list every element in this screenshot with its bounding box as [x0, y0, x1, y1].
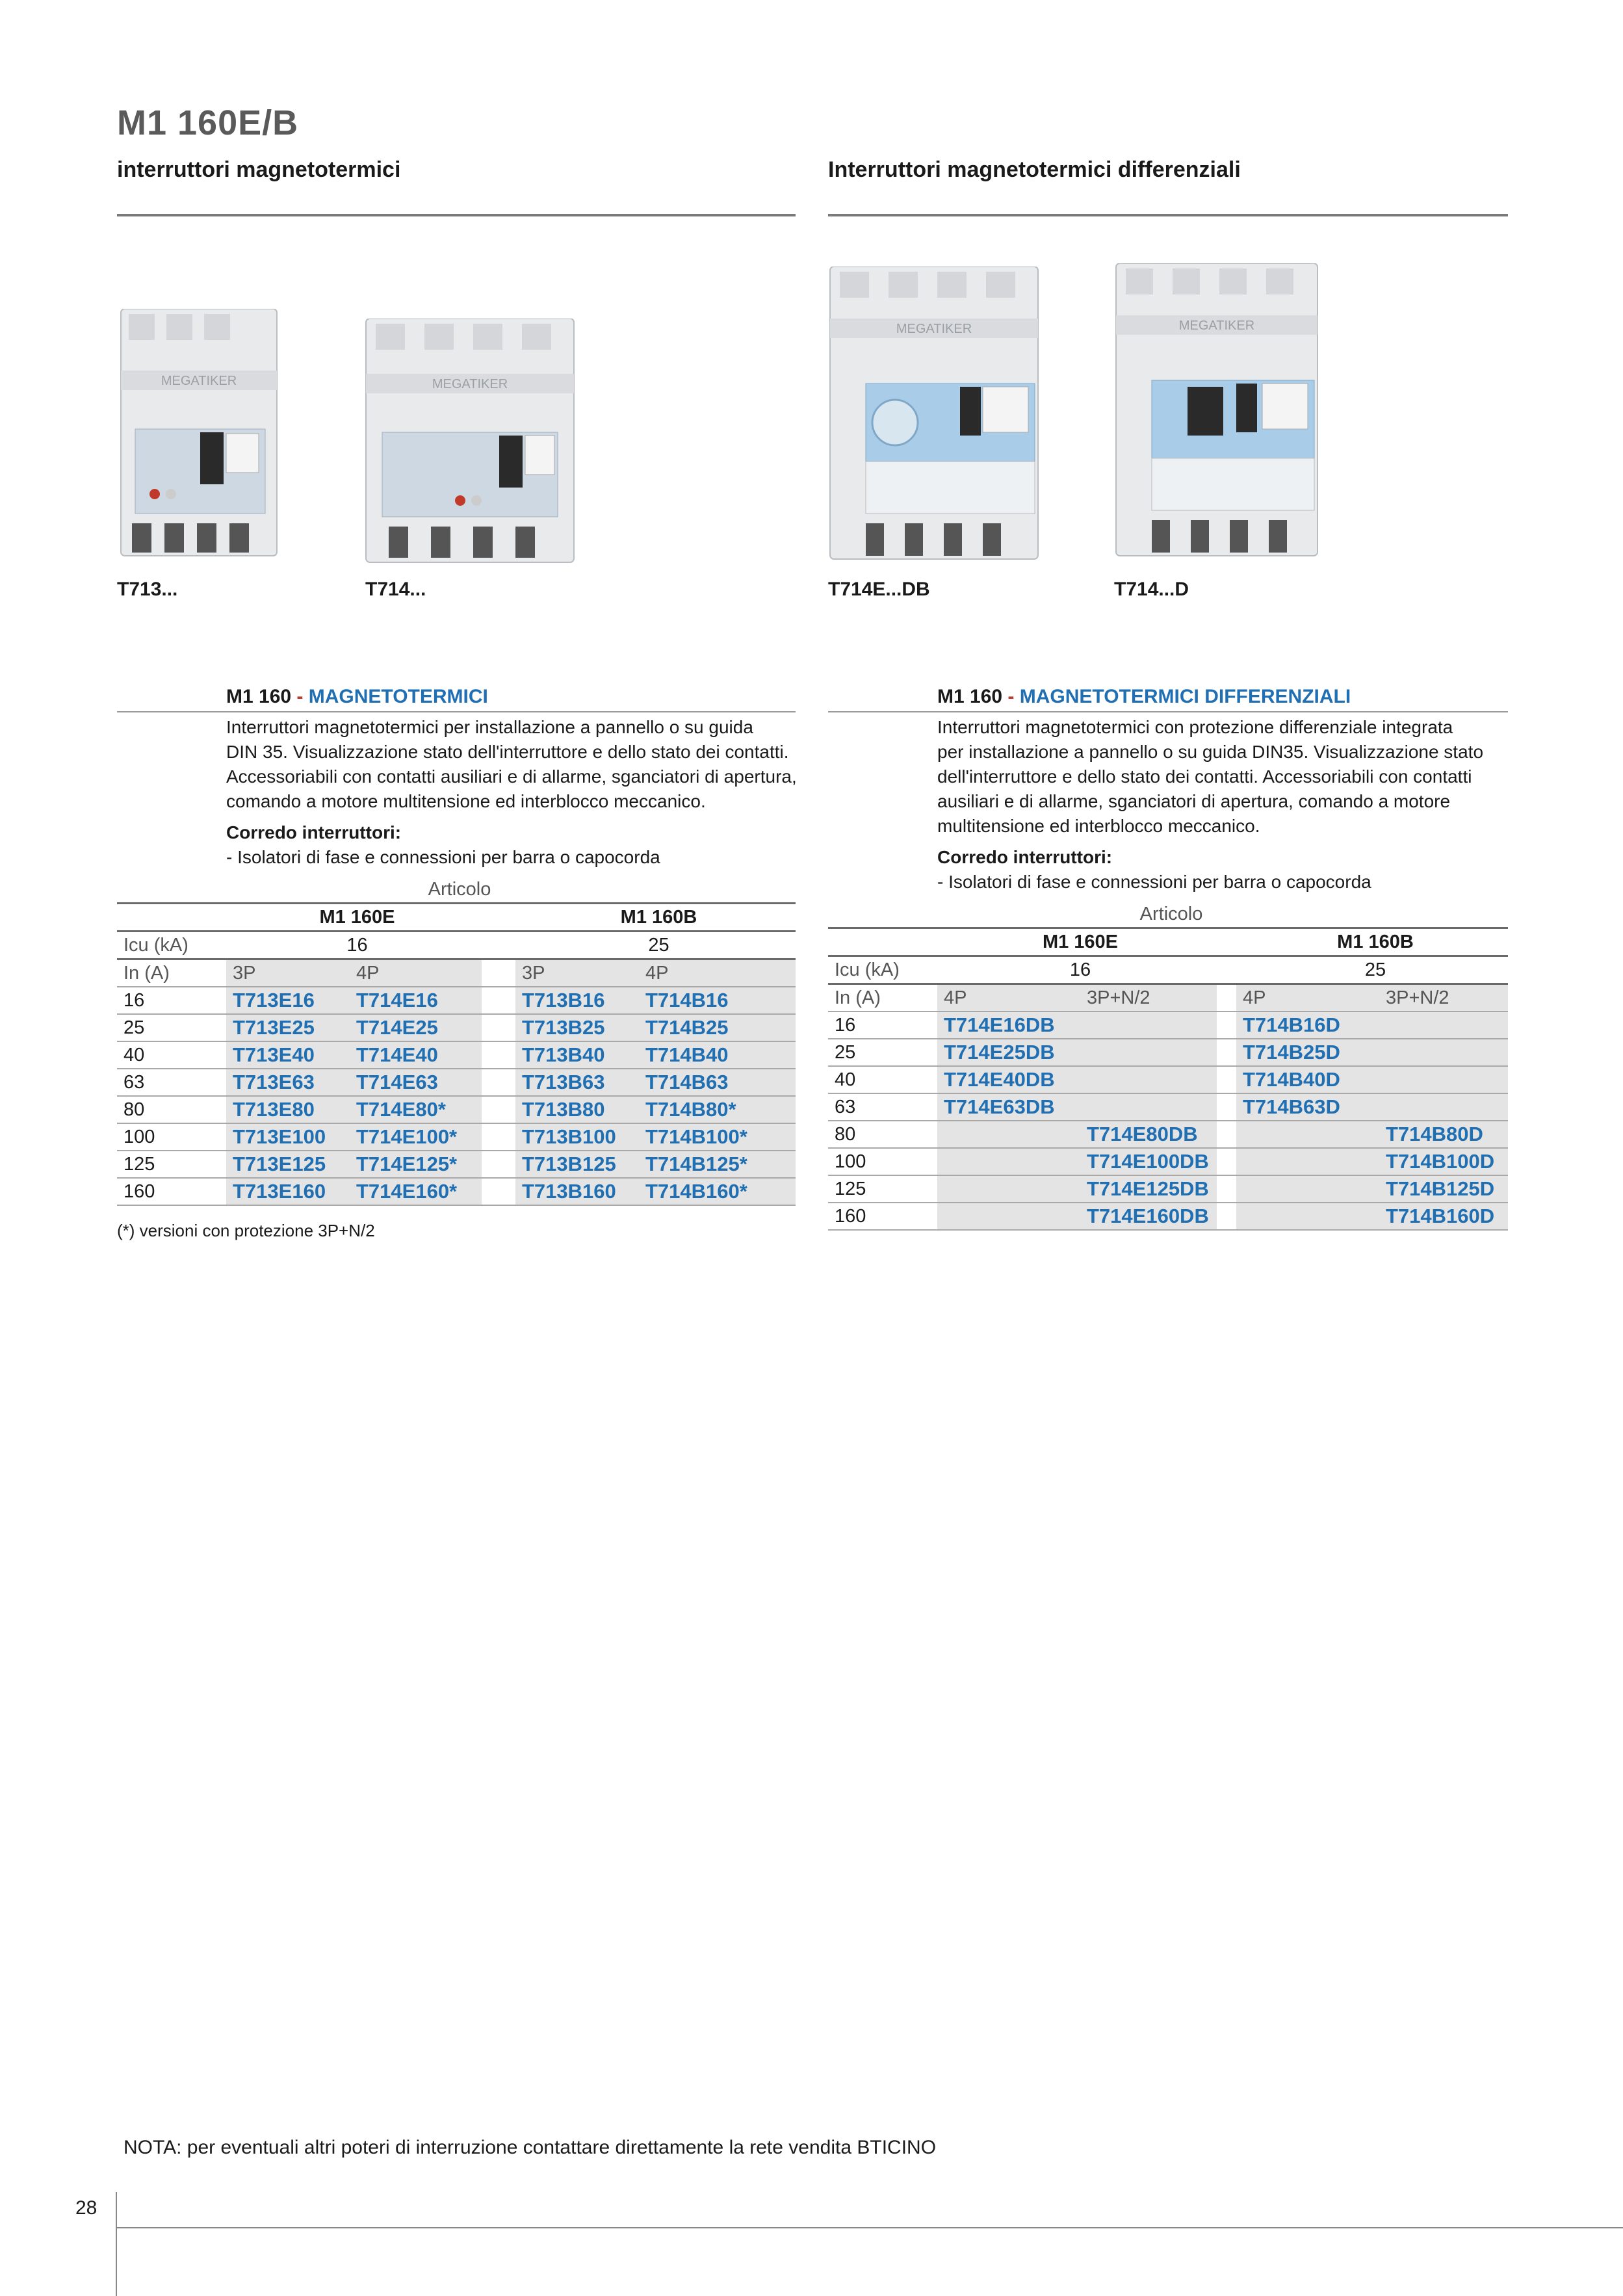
article-code: T714B80D: [1379, 1121, 1508, 1148]
in-value: 80: [828, 1121, 937, 1148]
table-row: [828, 1066, 1508, 1093]
table-row: [117, 1096, 796, 1123]
right-heading-rule: [828, 214, 1508, 216]
table-row: [828, 1175, 1508, 1203]
footer-horizontal-rule: [116, 2227, 1623, 2228]
right-desc-line: multitensione ed interblocco meccanico.: [937, 816, 1260, 836]
right-article-table: [828, 901, 1508, 1231]
caption-t713: T713...: [117, 579, 178, 600]
icu-label: Icu (kA): [828, 956, 937, 984]
article-code: [1379, 1066, 1508, 1093]
in-label: In (A): [117, 959, 226, 987]
in-value: 125: [117, 1151, 226, 1178]
breaker-t713-image: [116, 309, 281, 559]
left-desc-line: comando a motore multitensione ed interblocco meccanico.: [226, 791, 706, 811]
article-code: T714B63: [639, 1069, 796, 1096]
article-code: [1236, 1121, 1379, 1148]
in-value: 63: [828, 1093, 937, 1121]
article-code: T714E16: [350, 987, 482, 1014]
article-code: T714E40: [350, 1041, 482, 1069]
article-code: T713E100: [226, 1123, 350, 1151]
article-code: T714B125*: [639, 1151, 796, 1178]
article-code: T714E125DB: [1080, 1175, 1217, 1203]
breaker-t714e-db-image: [827, 267, 1041, 562]
footer-vertical-rule: [116, 2192, 117, 2296]
group-header: M1 160B: [515, 904, 796, 932]
icu-value: 16: [226, 932, 482, 959]
pole-header: 4P: [350, 959, 482, 987]
article-code: T714B63D: [1236, 1093, 1379, 1121]
svg-text:MEGATIKER: MEGATIKER: [1178, 319, 1255, 333]
article-code: [1080, 1039, 1217, 1066]
article-code: T714E100*: [350, 1123, 482, 1151]
table-row: [117, 1178, 796, 1205]
group-header: M1 160B: [1236, 928, 1508, 956]
article-code: T714E80*: [350, 1096, 482, 1123]
article-code: [1080, 1093, 1217, 1121]
right-desc-line: ausiliari e di allarme, sganciatori di apertura, comando a motore: [937, 791, 1451, 811]
article-code: T714B25: [639, 1014, 796, 1041]
table-row: [828, 1203, 1508, 1230]
article-code: [1236, 1148, 1379, 1175]
table-row: [828, 1093, 1508, 1121]
icu-value: 25: [1236, 956, 1508, 984]
table-row: [117, 987, 796, 1014]
article-code: T714E63DB: [937, 1093, 1080, 1121]
table-row: [117, 1014, 796, 1041]
article-code: T714B25D: [1236, 1039, 1379, 1066]
right-title-dash: -: [1007, 686, 1015, 707]
article-code: [1080, 1011, 1217, 1039]
left-heading-rule: [117, 214, 796, 216]
article-code: T713B25: [515, 1014, 639, 1041]
pole-header: 3P: [226, 959, 350, 987]
svg-text:MEGATIKER: MEGATIKER: [896, 322, 972, 336]
left-title-dash: -: [296, 686, 304, 707]
left-desc-line: Accessoriabili con contatti ausiliari e di allarme, sganciatori di apertura,: [226, 766, 797, 787]
article-code: T714B40: [639, 1041, 796, 1069]
article-code: T714B160D: [1379, 1203, 1508, 1230]
caption-t714: T714...: [365, 579, 426, 600]
article-code: T713B16: [515, 987, 639, 1014]
caption-t714-d: T714...D: [1114, 579, 1189, 600]
in-value: 80: [117, 1096, 226, 1123]
article-code: T714B160*: [639, 1178, 796, 1205]
in-value: 25: [828, 1039, 937, 1066]
article-code: T713B40: [515, 1041, 639, 1069]
pole-header: 3P: [515, 959, 639, 987]
in-value: 125: [828, 1175, 937, 1203]
in-value: 40: [828, 1066, 937, 1093]
article-code: T714E25: [350, 1014, 482, 1041]
table-row: [117, 1151, 796, 1178]
articolo-header: Articolo: [117, 876, 796, 904]
left-section-heading: interruttori magnetotermici: [117, 157, 401, 182]
article-code: [937, 1175, 1080, 1203]
svg-text:MEGATIKER: MEGATIKER: [432, 377, 508, 391]
icu-label: Icu (kA): [117, 932, 226, 959]
icu-value: 25: [515, 932, 796, 959]
table-row: [117, 1041, 796, 1069]
article-code: T714E160DB: [1080, 1203, 1217, 1230]
article-code: T713E160: [226, 1178, 350, 1205]
article-code: T714E125*: [350, 1151, 482, 1178]
article-code: T714B100D: [1379, 1148, 1508, 1175]
left-description: [226, 715, 797, 870]
article-code: T713E63: [226, 1069, 350, 1096]
in-value: 16: [828, 1011, 937, 1039]
article-code: [1379, 1039, 1508, 1066]
article-code: T713B125: [515, 1151, 639, 1178]
article-code: T714B80*: [639, 1096, 796, 1123]
article-code: T713E40: [226, 1041, 350, 1069]
article-code: [937, 1121, 1080, 1148]
article-code: T713B63: [515, 1069, 639, 1096]
article-code: [1379, 1093, 1508, 1121]
caption-t714e-db: T714E...DB: [828, 579, 930, 600]
right-series: M1 160: [937, 686, 1003, 707]
group-header: M1 160E: [937, 928, 1217, 956]
article-code: T713E125: [226, 1151, 350, 1178]
article-code: T714E63: [350, 1069, 482, 1096]
pole-header: 4P: [639, 959, 796, 987]
article-code: [1236, 1175, 1379, 1203]
article-code: T714B16D: [1236, 1011, 1379, 1039]
article-code: [937, 1203, 1080, 1230]
right-corredo-text: - Isolatori di fase e connessioni per barra o capocorda: [937, 872, 1371, 892]
article-code: [1379, 1011, 1508, 1039]
in-value: 40: [117, 1041, 226, 1069]
in-label: In (A): [828, 984, 937, 1012]
articolo-header: Articolo: [828, 901, 1508, 928]
group-header: M1 160E: [226, 904, 482, 932]
article-code: T714B100*: [639, 1123, 796, 1151]
right-desc-title: [937, 686, 1351, 708]
table-row: [828, 1011, 1508, 1039]
table-row: [828, 1039, 1508, 1066]
left-corredo-title: Corredo interruttori:: [226, 822, 402, 842]
article-code: T714E16DB: [937, 1011, 1080, 1039]
article-code: T713B100: [515, 1123, 639, 1151]
article-code: T714E160*: [350, 1178, 482, 1205]
in-value: 63: [117, 1069, 226, 1096]
right-desc-rule: [828, 711, 1508, 712]
table-row: [828, 1148, 1508, 1175]
left-series-name: MAGNETOTERMICI: [308, 686, 488, 707]
svg-text:MEGATIKER: MEGATIKER: [161, 374, 237, 388]
article-code: T714E80DB: [1080, 1121, 1217, 1148]
left-article-table: [117, 876, 796, 1206]
left-desc-line: DIN 35. Visualizzazione stato dell'interruttore e dello stato dei contatti.: [226, 742, 789, 762]
table-row: [828, 1121, 1508, 1148]
table-row: [117, 1069, 796, 1096]
article-code: [1236, 1203, 1379, 1230]
in-value: 25: [117, 1014, 226, 1041]
article-code: T713B80: [515, 1096, 639, 1123]
right-corredo-title: Corredo interruttori:: [937, 847, 1113, 867]
page-number: 28: [75, 2197, 97, 2219]
in-value: 100: [117, 1123, 226, 1151]
left-corredo-text: - Isolatori di fase e connessioni per barra o capocorda: [226, 847, 660, 867]
in-value: 100: [828, 1148, 937, 1175]
page-title: M1 160E/B: [117, 103, 299, 142]
article-code: T713E16: [226, 987, 350, 1014]
left-desc-title: [226, 686, 488, 708]
in-value: 160: [828, 1203, 937, 1230]
in-value: 16: [117, 987, 226, 1014]
article-code: T714E40DB: [937, 1066, 1080, 1093]
article-code: T714B125D: [1379, 1175, 1508, 1203]
footnote: (*) versioni con protezione 3P+N/2: [117, 1221, 375, 1240]
pole-header: 4P: [1236, 984, 1379, 1012]
breaker-t714-d-image: [1113, 263, 1321, 559]
article-code: T713E80: [226, 1096, 350, 1123]
pole-header: 3P+N/2: [1379, 984, 1508, 1012]
article-code: T713E25: [226, 1014, 350, 1041]
article-code: T714B16: [639, 987, 796, 1014]
right-desc-line: per installazione a pannello o su guida DIN35. Visualizzazione stato: [937, 742, 1484, 762]
article-code: T713B160: [515, 1178, 639, 1205]
pole-header: 3P+N/2: [1080, 984, 1217, 1012]
article-code: T714E25DB: [937, 1039, 1080, 1066]
table-row: [117, 1123, 796, 1151]
right-desc-line: Interruttori magnetotermici con protezione differenziale integrata: [937, 717, 1453, 737]
right-description: [937, 715, 1483, 894]
right-series-name: MAGNETOTERMICI DIFFERENZIALI: [1019, 686, 1351, 707]
pole-header: 4P: [937, 984, 1080, 1012]
nota-text: NOTA: per eventuali altri poteri di interruzione contattare direttamente la rete vendita BTICINO: [123, 2137, 937, 2158]
right-desc-line: dell'interruttore e dello stato dei contatti. Accessoriabili con contatti: [937, 766, 1472, 787]
article-code: T714B40D: [1236, 1066, 1379, 1093]
icu-value: 16: [937, 956, 1217, 984]
left-desc-line: Interruttori magnetotermici per installazione a pannello o su guida: [226, 717, 753, 737]
in-value: 160: [117, 1178, 226, 1205]
left-desc-rule: [117, 711, 796, 712]
breaker-t714-image: [363, 319, 577, 566]
article-code: [1080, 1066, 1217, 1093]
left-series: M1 160: [226, 686, 292, 707]
right-section-heading: Interruttori magnetotermici differenziali: [828, 157, 1241, 182]
article-code: T714E100DB: [1080, 1148, 1217, 1175]
article-code: [937, 1148, 1080, 1175]
